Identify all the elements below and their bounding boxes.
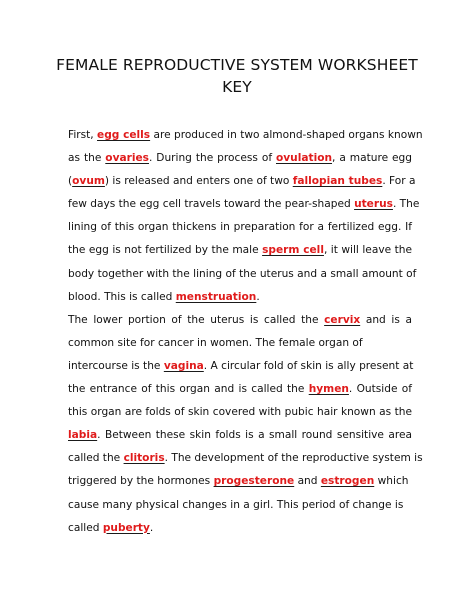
text-run: as the — [68, 152, 106, 165]
text-run: . A circular fold of skin is ally present at — [203, 359, 414, 372]
text-line — [68, 494, 412, 517]
text-run: and is a — [360, 313, 412, 326]
answer-blank: egg cells — [97, 129, 151, 141]
answer-blank: clitoris — [123, 452, 165, 465]
text-run: . — [149, 521, 154, 534]
text-line — [68, 193, 420, 216]
text-run: , a mature egg — [332, 152, 413, 165]
text-run: lining of this organ thickens in preparation for a fertilized egg. If — [68, 221, 412, 234]
paragraph-egg-journey — [68, 124, 423, 309]
text-run: called the — [68, 452, 124, 465]
text-line — [68, 447, 423, 470]
answer-blank: vagina — [163, 359, 204, 372]
text-run: the egg is not fertilized by the male — [68, 244, 263, 257]
answer-blank: ovum — [72, 175, 105, 188]
text-line — [68, 147, 412, 170]
worksheet-title-line-2: KEY — [222, 78, 252, 96]
text-run: , it will leave the — [323, 244, 412, 257]
text-line — [68, 378, 412, 401]
text-line — [68, 332, 412, 355]
text-line — [68, 517, 412, 540]
answer-blank: hymen — [308, 383, 349, 396]
answer-blank: sperm cell — [262, 244, 324, 257]
worksheet-title-line-1: FEMALE REPRODUCTIVE SYSTEM WORKSHEET — [56, 56, 418, 74]
text-run: the entrance of this organ and is called the — [68, 383, 309, 396]
text-line — [68, 216, 412, 239]
text-line — [68, 286, 412, 309]
answer-blank: fallopian tubes — [292, 175, 383, 188]
text-line — [68, 355, 412, 378]
answer-blank: ovaries — [105, 152, 149, 165]
text-line — [68, 424, 412, 447]
text-line — [68, 263, 417, 286]
answer-blank: estrogen — [320, 475, 375, 488]
text-run: . The — [392, 198, 420, 211]
text-run: intercourse is the — [68, 359, 164, 372]
text-run: ) is released and enters one of two — [104, 175, 293, 188]
answer-blank: cervix — [324, 313, 361, 326]
text-run: The lower portion of the uterus is called the — [68, 313, 325, 326]
text-run: . — [256, 290, 260, 303]
answer-blank: puberty — [102, 521, 150, 534]
text-line — [68, 124, 423, 147]
text-line — [68, 470, 412, 493]
text-run: which — [374, 475, 409, 488]
answer-blank: progesterone — [213, 475, 295, 488]
paragraph-anatomy-and-puberty — [68, 309, 423, 540]
text-run: few days the egg cell travels toward the pear-shaped — [68, 198, 355, 211]
text-run: common site for cancer in women. The female organ of — [68, 336, 363, 349]
text-run: cause many physical changes in a girl. This period of change is — [68, 498, 404, 511]
text-run: blood. This is called — [68, 290, 176, 303]
text-run: called — [68, 521, 103, 534]
text-run: . Outside of — [348, 383, 413, 396]
text-run: . During the process of — [148, 152, 276, 165]
text-run: body together with the lining of the uterus and a small amount of — [68, 267, 417, 280]
text-run: this organ are folds of skin covered with pubic hair known as the — [68, 406, 412, 419]
text-line — [68, 309, 412, 332]
text-run: First, — [68, 129, 98, 141]
text-line — [68, 239, 412, 262]
answer-blank: menstruation — [175, 290, 257, 303]
text-line — [68, 170, 416, 193]
text-run: are produced in two almond-shaped organs known — [150, 129, 423, 141]
text-run: . The development of the reproductive system is — [164, 452, 423, 465]
text-run: triggered by the hormones — [68, 475, 214, 488]
text-line — [68, 401, 412, 424]
text-run: . Between these skin folds is a small round sensitive area — [97, 429, 412, 442]
worksheet-body — [68, 124, 423, 540]
text-run: . For a — [382, 175, 416, 188]
text-run: and — [294, 475, 321, 488]
text-run: ( — [68, 175, 73, 188]
answer-blank: ovulation — [276, 152, 333, 165]
answer-blank: uterus — [354, 198, 393, 211]
answer-blank: labia — [68, 429, 98, 442]
